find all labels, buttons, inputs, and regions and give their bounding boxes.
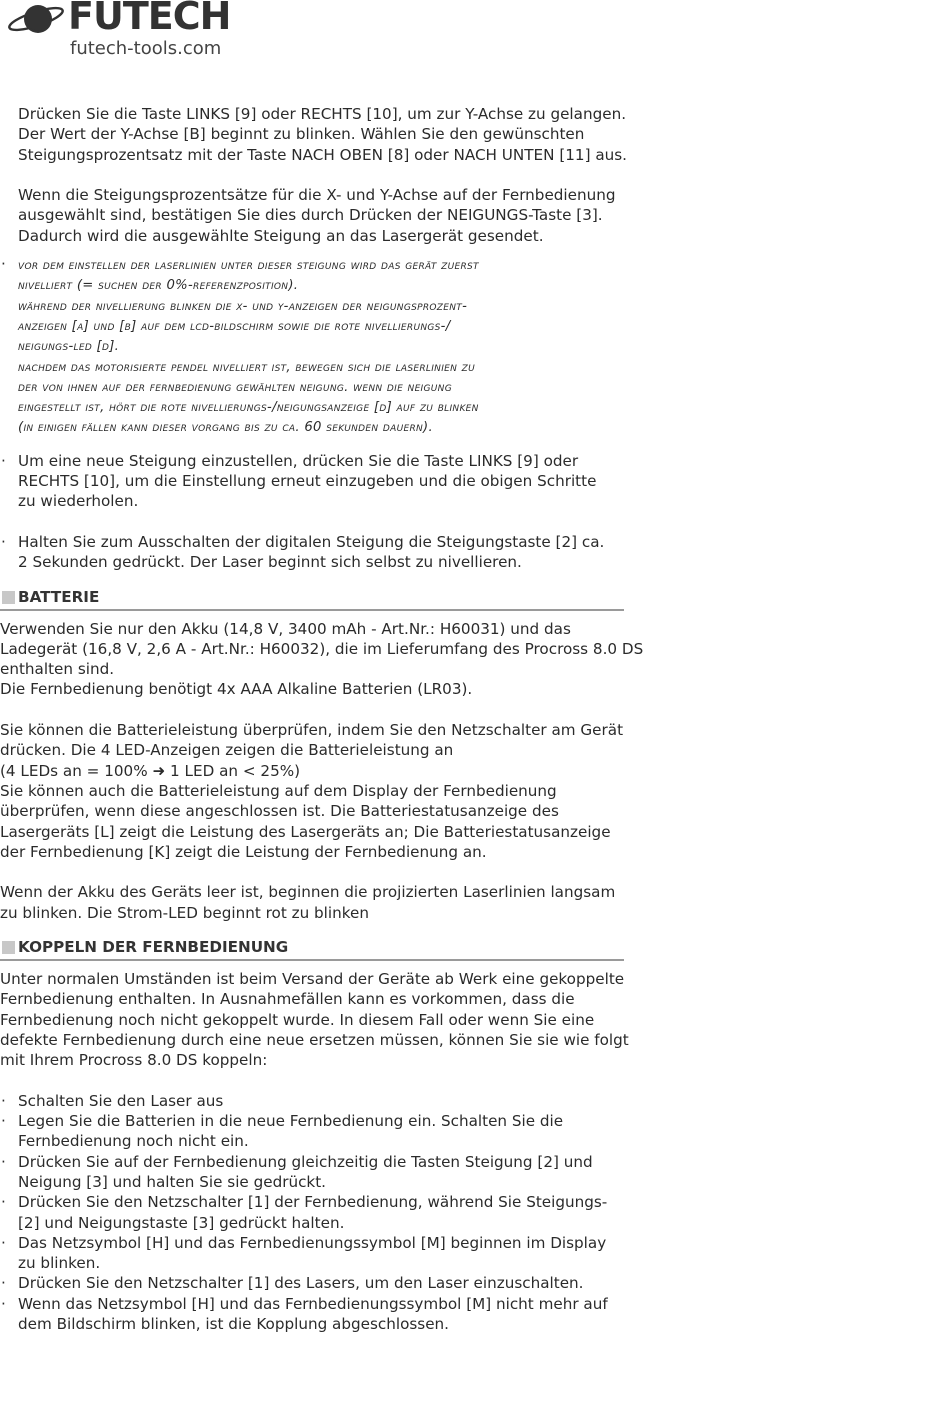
bullet-dot: · [1,532,6,551]
section-title: BATTERIE [18,587,100,606]
text-line: Schalten Sie den Laser aus [18,1091,224,1110]
bullet-item [0,451,950,512]
intro-paragraph-1 [0,104,950,165]
text-line: zu blinken. Die Strom-LED beginnt rot zu blinken [0,903,369,922]
text-line: Drücken Sie auf der Fernbedienung gleichzeitig die Tasten Steigung [2] und [18,1152,593,1171]
text-line: ausgewählt sind, bestätigen Sie dies durch Drücken der NEIGUNGS-Taste [3]. [18,206,603,225]
text-line: Fernbedienung noch nicht ein. [18,1132,249,1151]
note-line: neigungs-led [d]. [18,339,120,355]
battery-paragraph-1 [0,619,950,700]
text-line: Verwenden Sie nur den Akku (14,8 V, 3400 mAh - Art.Nr.: H60031) und das [0,619,571,638]
header [2,0,252,62]
text-line: Lasergeräts [L] zeigt die Leistung des Lasergeräts an; Die Batteriestatusanzeige [0,822,611,841]
pairing-step [0,1192,950,1233]
text-line: Unter normalen Umständen ist beim Versand der Geräte ab Werk eine gekoppelte [0,969,625,988]
bullet-dot: · [1,1091,6,1110]
bullet-dot: · [1,1274,6,1293]
text-line: Um eine neue Steigung einzustellen, drücken Sie die Taste LINKS [9] oder [18,451,579,470]
text-line: RECHTS [10], um die Einstellung erneut einzugeben und die obigen Schritte [18,472,597,491]
text-line: Wenn der Akku des Geräts leer ist, beginnen die projizierten Laserlinien langsam [0,883,616,902]
text-line: Drücken Sie den Netzschalter [1] des Lasers, um den Laser einzuschalten. [18,1274,584,1293]
section-heading-battery [0,587,624,611]
pairing-paragraph [0,969,950,1070]
note-line: nivelliert (= suchen der 0%-referenzposition). [18,278,299,294]
bullet-item [0,532,950,573]
note-line: nachdem das motorisierte pendel nivelliert ist, bewegen sich die laserlinien zu [18,359,476,375]
text-line: defekte Fernbedienung durch eine neue ersetzen müssen, können Sie sie wie folgt [0,1030,629,1049]
website-url: futech-tools.com [70,38,222,59]
text-line: Das Netzsymbol [H] und das Fernbedienungssymbol [M] beginnen im Display [18,1233,607,1252]
planet-logo-icon [6,0,66,40]
text-line: Dadurch wird die ausgewählte Steigung an das Lasergerät gesendet. [18,226,544,245]
battery-paragraph-3 [0,882,950,923]
leveling-note [0,256,950,439]
bullet-dot: · [1,451,6,470]
text-line: Sie können die Batterieleistung überprüfen, indem Sie den Netzschalter am Gerät [0,721,624,740]
pairing-step [0,1152,950,1193]
text-line: drücken. Die 4 LED-Anzeigen zeigen die Batterieleistung an [0,741,454,760]
note-line: eingestellt ist, hört die rote nivellierungs-/neigungsanzeige [d] auf zu blinken [18,400,479,416]
text-line: Drücken Sie die Taste LINKS [9] oder RECHTS [10], um zur Y-Achse zu gelangen. [18,105,627,123]
note-line: vor dem einstellen der laserlinien unter dieser steigung wird das gerät zuerst [18,258,479,274]
bullet-dot: · [1,1112,6,1131]
pairing-step [0,1273,950,1293]
text-line: Neigung [3] und halten Sie sie gedrückt. [18,1172,327,1191]
pairing-step [0,1111,950,1152]
text-line: Halten Sie zum Ausschalten der digitalen Steigung die Steigungstaste [2] ca. [18,532,605,551]
text-line: überprüfen, wenn diese angeschlossen ist. Die Batteriestatusanzeige des [0,802,559,821]
text-line: zu blinken. [18,1254,101,1273]
section-heading-pairing [0,937,624,961]
text-line: Fernbedienung noch nicht gekoppelt wurde. In diesem Fall oder wenn Sie eine [0,1010,595,1029]
text-line: Drücken Sie den Netzschalter [1] der Fernbedienung, während Sie Steigungs- [18,1193,608,1212]
pairing-step [0,1294,950,1335]
text-line: Der Wert der Y-Achse [B] beginnt zu blinken. Wählen Sie den gewünschten [18,125,585,144]
bullet-dot: · [1,255,6,274]
bullet-dot: · [1,1233,6,1252]
text-line: dem Bildschirm blinken, ist die Kopplung abgeschlossen. [18,1315,450,1334]
text-line: enthalten sind. [0,660,115,679]
battery-paragraph-2 [0,720,950,862]
text-line: [2] und Neigungstaste [3] gedrückt halten. [18,1213,345,1232]
text-line: (4 LEDs an = 100% ➜ 1 LED an < 25%) [0,761,301,780]
bullet-dot: · [1,1152,6,1171]
text-line: Wenn die Steigungsprozentsätze für die X- und Y-Achse auf der Fernbedienung [18,186,616,205]
pairing-step [0,1091,950,1111]
text-line: zu wiederholen. [18,492,139,511]
text-line: mit Ihrem Procross 8.0 DS koppeln: [0,1051,268,1070]
bullet-dot: · [1,1193,6,1212]
text-line: Die Fernbedienung benötigt 4x AAA Alkaline Batterien (LR03). [0,680,473,699]
text-line: Ladegerät (16,8 V, 2,6 A - Art.Nr.: H60032), die im Lieferumfang des Procross 8.0 DS [0,639,644,658]
section-marker-icon [2,941,15,954]
text-line: der Fernbedienung [K] zeigt die Leistung der Fernbedienung an. [0,842,487,861]
pairing-step [0,1233,950,1274]
brand-name: FUTECH [68,0,231,38]
note-line: (in einigen fällen kann dieser vorgang bis zu ca. 60 sekunden dauern). [18,420,433,436]
text-line: Steigungsprozentsatz mit der Taste NACH OBEN [8] oder NACH UNTEN [11] aus. [18,145,628,164]
manual-page-content [0,104,950,1334]
note-line: der von ihnen auf der fernbedienung gewählten neigung. wenn die neigung [18,379,452,395]
note-line: anzeigen [a] und [b] auf dem lcd-bildschirm sowie die rote nivellierungs-/ [18,318,451,334]
text-line: Legen Sie die Batterien in die neue Fernbedienung ein. Schalten Sie die [18,1112,564,1131]
text-line: Sie können auch die Batterieleistung auf dem Display der Fernbedienung [0,781,557,800]
section-title: KOPPELN DER FERNBEDIENUNG [18,937,289,956]
note-line: während der nivellierung blinken die x- und y-anzeigen der neigungsprozent- [18,298,468,314]
section-marker-icon [2,591,15,604]
text-line: 2 Sekunden gedrückt. Der Laser beginnt sich selbst zu nivellieren. [18,553,522,572]
bullet-dot: · [1,1294,6,1313]
intro-paragraph-2 [0,185,950,246]
text-line: Fernbedienung enthalten. In Ausnahmefällen kann es vorkommen, dass die [0,990,575,1009]
text-line: Wenn das Netzsymbol [H] und das Fernbedienungssymbol [M] nicht mehr auf [18,1294,608,1313]
